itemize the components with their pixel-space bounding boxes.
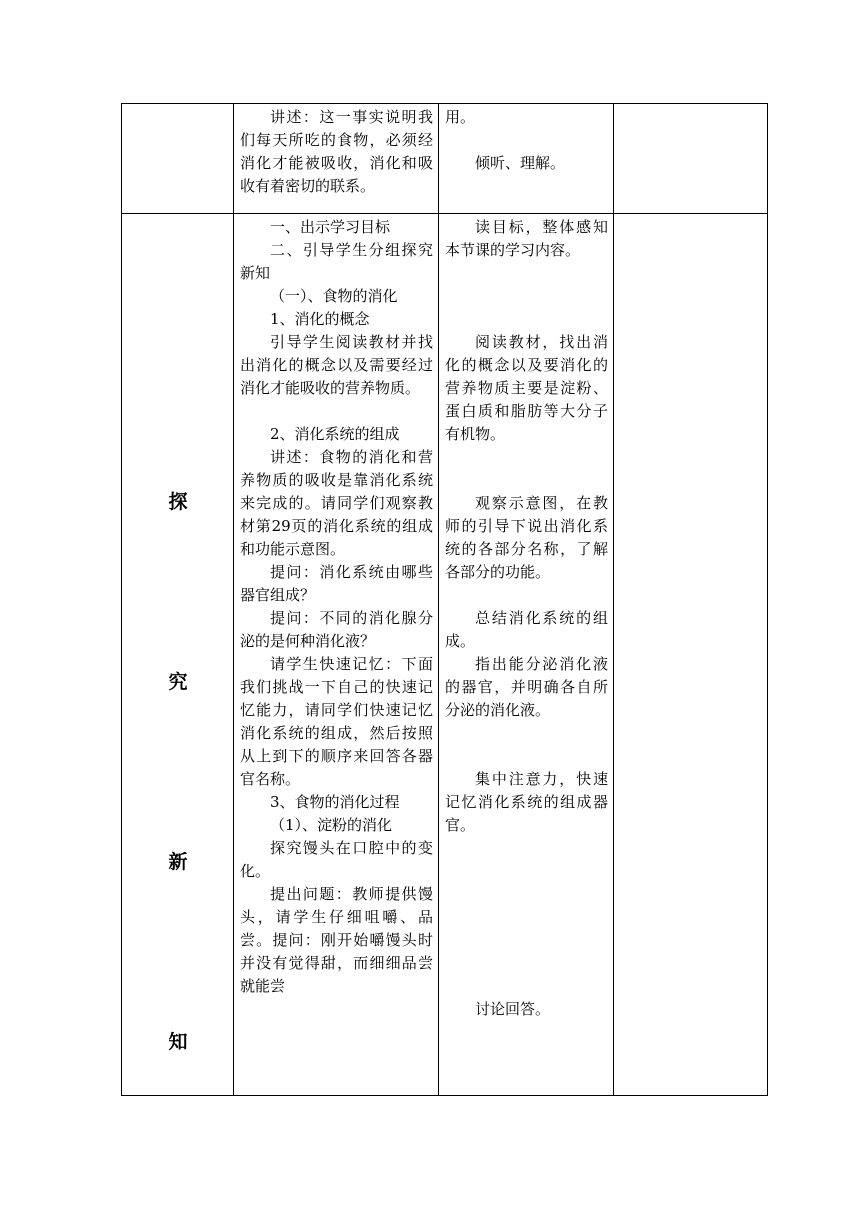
stage-char: 探 <box>168 491 188 513</box>
paragraph: 引导学生阅读教材并找出消化的概念以及需要经过消化才能吸收的营养物质。 <box>240 333 433 397</box>
paragraph: 讲述：这一事实说明我们每天所吃的食物，必须经消化才能被吸收，消化和吸收有着密切的联系。 <box>240 108 433 195</box>
paragraph: 讲述：食物的消化和营养物质的吸收是靠消化系统来完成的。请同学们观察教材第29页的消化系统的组成和功能示意图。 <box>240 448 433 558</box>
stage-char: 新 <box>168 851 188 873</box>
paragraph: 3、食物的消化过程 <box>270 793 400 811</box>
paragraph: （一）、食物的消化 <box>270 287 398 305</box>
paragraph: 总结消化系统的组成。 <box>445 609 608 650</box>
paragraph: 提问：消化系统由哪些器官组成？ <box>240 563 433 604</box>
paragraph: 用。 <box>445 108 476 126</box>
stage-cell <box>122 214 234 1096</box>
paragraph: 指出能分泌消化液的器官，并明确各自所分泌的消化液。 <box>445 655 608 719</box>
paragraph: 集中注意力，快速记忆消化系统的组成器官。 <box>445 770 608 834</box>
lesson-plan-table <box>121 103 768 1096</box>
notes-cell <box>614 104 768 214</box>
teacher-activity-cell <box>234 214 439 1096</box>
paragraph: 讨论回答。 <box>475 1000 551 1018</box>
paragraph: 提出问题：教师提供馒头，请学生仔细咀嚼、品尝。提问：刚开始嚼馒头时并没有觉得甜，而细细品尝就能尝 <box>240 885 433 995</box>
paragraph: 2、消化系统的组成 <box>270 425 400 443</box>
notes-cell <box>614 214 768 1096</box>
paragraph: 探究馒头在口腔中的变化。 <box>240 839 433 880</box>
paragraph: 请学生快速记忆：下面我们挑战一下自己的快速记忆能力，请同学们快速记忆消化系统的组成，然后按照从上到下的顺序来回答各器官名称。 <box>240 655 433 788</box>
paragraph: 二、引导学生分组探究新知 <box>240 241 433 282</box>
paragraph: 一、出示学习目标 <box>270 218 391 236</box>
teacher-activity-cell <box>234 104 439 214</box>
paragraph: 提问：不同的消化腺分泌的是何种消化液？ <box>240 609 433 650</box>
stage-char: 究 <box>168 671 188 693</box>
paragraph: 倾听、理解。 <box>475 154 566 172</box>
paragraph: 观察示意图，在教师的引导下说出消化系统的各部分名称，了解各部分的功能。 <box>445 494 608 581</box>
paragraph: 1、消化的概念 <box>270 310 370 328</box>
table-row <box>122 104 768 214</box>
student-activity-cell <box>439 104 614 214</box>
stage-char: 知 <box>168 1031 188 1053</box>
stage-cell <box>122 104 234 214</box>
table-row <box>122 214 768 1096</box>
paragraph: （1）、淀粉的消化 <box>270 816 393 834</box>
student-activity-cell <box>439 214 614 1096</box>
paragraph: 读目标，整体感知本节课的学习内容。 <box>445 218 608 259</box>
paragraph: 阅读教材，找出消化的概念以及要消化的营养物质主要是淀粉、蛋白质和脂肪等大分子有机物。 <box>445 333 608 443</box>
